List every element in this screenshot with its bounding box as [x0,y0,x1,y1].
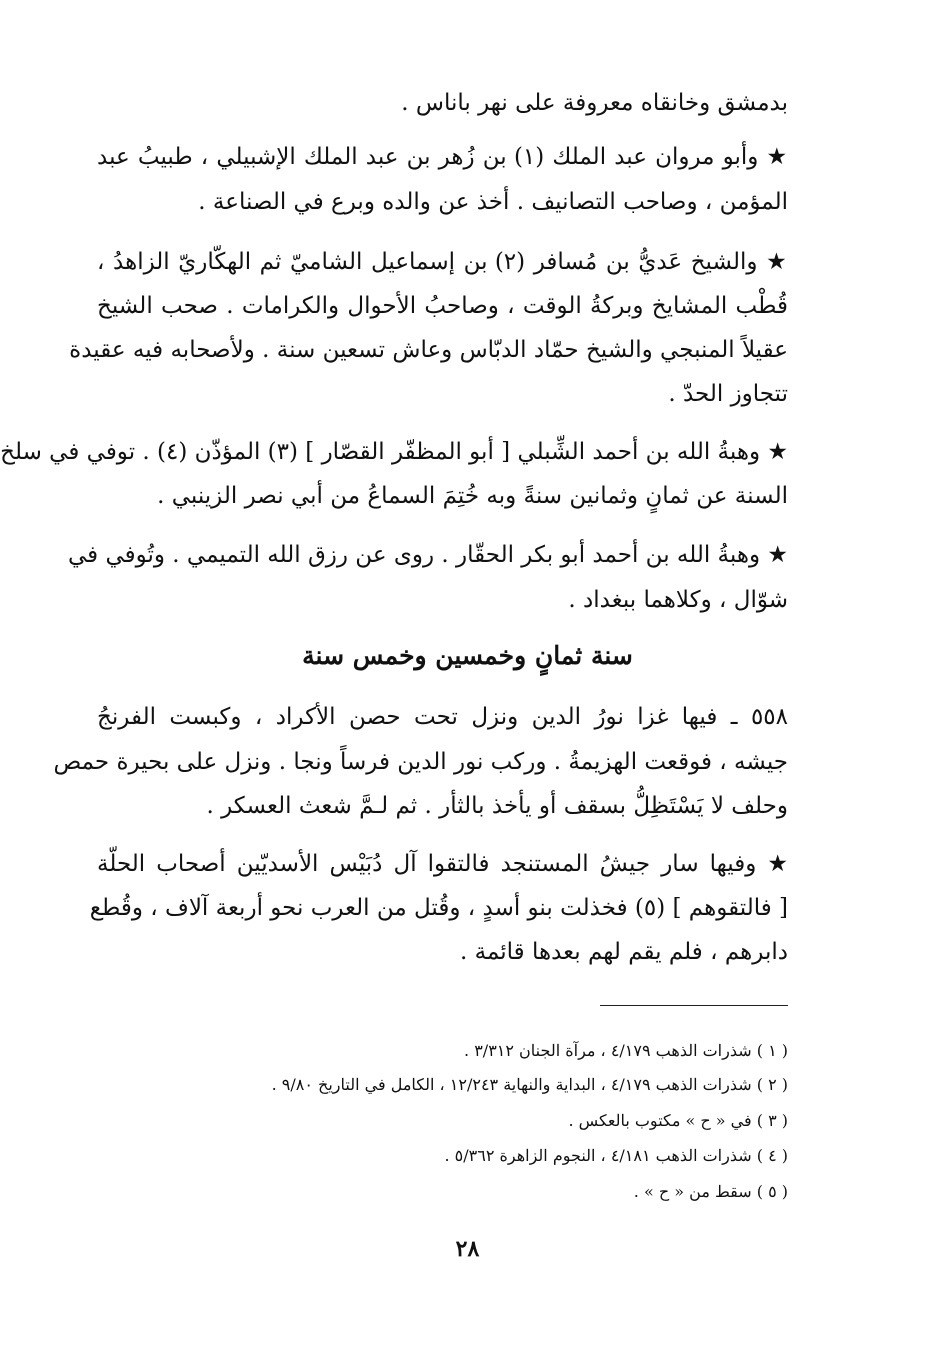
footnote: ( ١ ) شذرات الذهب ٤/١٧٩ ، مرآة الجنان ٣/٣١٢ . [464,1041,788,1060]
text-line: ★ وأبو مروان عبد الملك (١) بن زُهر بن عبد الملك الإشبيلي ، طبيبُ عبد [97,144,788,170]
text-line: وحلف لا يَسْتَظِلُّ بسقف أو يأخذ بالثأر . ثم لـمَّ شعث العسكر . [206,793,788,819]
text-line: المؤمن ، وصاحب التصانيف . أخذ عن والده وبرع في الصناعة . [198,189,788,215]
text-line: عقيلاً المنبجي والشيخ حمّاد الدبّاس وعاش تسعين سنة . ولأصحابه فيه عقيدة [69,337,788,363]
footnote: ( ٣ ) في « ح » مكتوب بالعكس . [568,1111,788,1130]
text-line: بدمشق وخانقاه معروفة على نهر باناس . [401,90,788,116]
text-line: دابرهم ، فلم يقم لهم بعدها قائمة . [460,939,788,965]
text-line: ★ والشيخ عَديُّ بن مُسافر (٢) بن إسماعيل الشاميّ ثم الهكّاريّ الزاهدُ ، [97,249,788,275]
text-line: السنة عن ثمانٍ وثمانين سنةً وبه خُتِمَ السماعُ من أبي نصر الزينبي . [157,483,788,509]
text-line: [ فالتقوهم ] (٥) فخذلت بنو أسدٍ ، وقُتل من العرب نحو أربعة آلاف ، وقُطع [89,895,788,921]
text-line: ★ وهبةُ الله بن أحمد الشِّبلي [ أبو المظفّر القصّار ] (٣) المؤذّن (٤) . توفي في سلخ [0,439,788,465]
text-line: ★ وهبةُ الله بن أحمد أبو بكر الحقّار . روى عن رزق الله التميمي . وتُوفي في [67,542,788,568]
text-line: ★ وفيها سار جيشُ المستنجد فالتقوا آل دُبَيْس الأسديّين أصحاب الحلّة [97,851,788,877]
footnote-separator [600,1005,788,1006]
footnote: ( ٢ ) شذرات الذهب ٤/١٧٩ ، البداية والنهاية ١٢/٢٤٣ ، الكامل في التاريخ ٩/٨٠ . [271,1075,788,1094]
text-line: تتجاوز الحدّ . [668,381,788,407]
section-title: سنة ثمانٍ وخمسين وخمس سنة [302,641,633,670]
footnote: ( ٥ ) سقط من « ح » . [633,1182,788,1201]
text-line: شوّال ، وكلاهما ببغداد . [568,587,788,613]
footnote: ( ٤ ) شذرات الذهب ٤/١٨١ ، النجوم الزاهرة ٥/٣٦٢ . [444,1146,788,1165]
text-line: قُطْب المشايخ وبركةُ الوقت ، وصاحبُ الأحوال والكرامات . صحب الشيخ [97,293,788,319]
page-number: ٢٨ [455,1236,480,1262]
text-line: ٥٥٨ ـ فيها غزا نورُ الدين ونزل تحت حصن الأكراد ، وكبست الفرنجُ [97,704,788,730]
text-line: جيشه ، فوقعت الهزيمةُ . وركب نور الدين فرساً ونجا . ونزل على بحيرة حمص [53,749,788,775]
